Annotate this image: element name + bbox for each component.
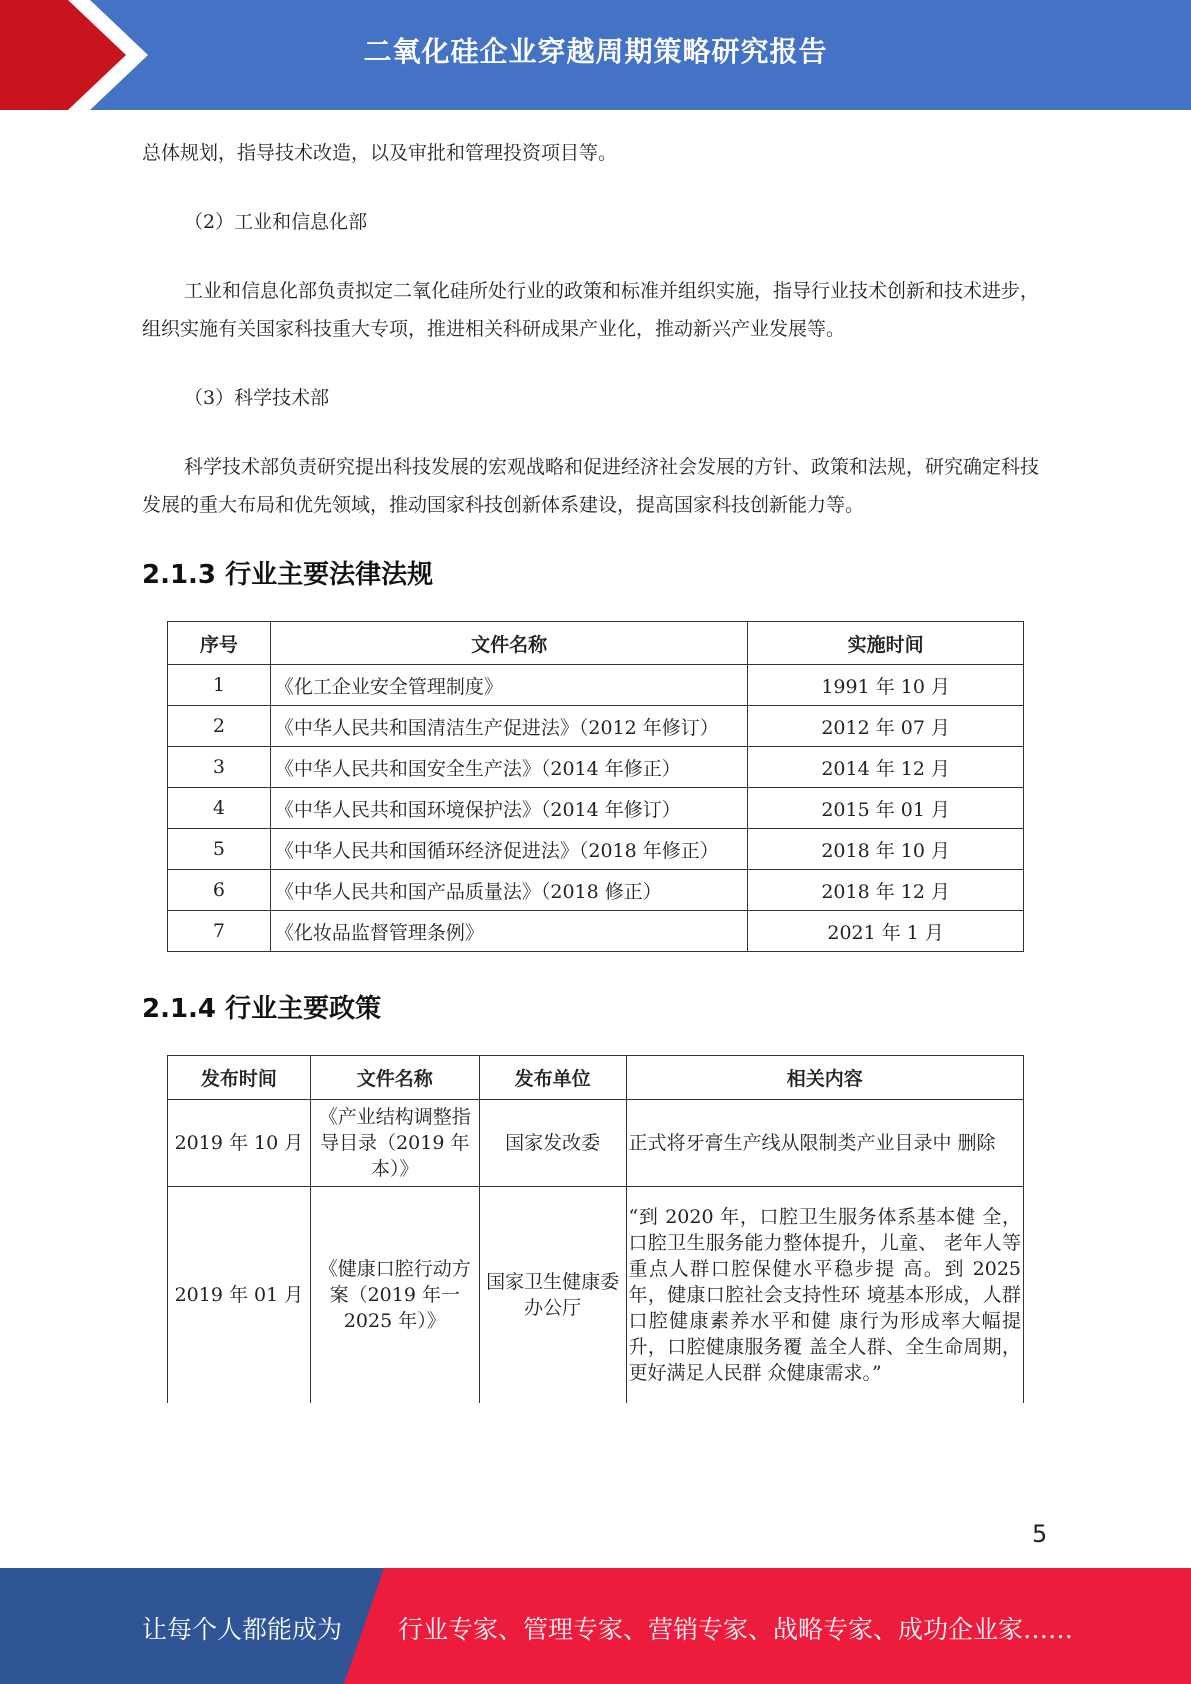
cell-doc-name: 《产业结构调整指导目录（2019 年本）》 (310, 1100, 479, 1187)
cell-index: 1 (168, 665, 271, 706)
footer-slogan-left: 让每个人都能成为 (142, 1615, 343, 1644)
cell-doc-name: 《中华人民共和国安全生产法》（2014 年修正） (270, 747, 747, 788)
col-header-doc-name: 文件名称 (310, 1056, 479, 1100)
cell-doc-name: 《中华人民共和国产品质量法》（2018 修正） (270, 870, 747, 911)
cell-date: 2021 年 1 月 (748, 911, 1024, 952)
cell-date: 2012 年 07 月 (748, 706, 1024, 747)
cell-date: 2018 年 12 月 (748, 870, 1024, 911)
col-header-index: 序号 (168, 622, 271, 665)
laws-table (167, 621, 1024, 952)
cell-issuer: 国家发改委 (479, 1100, 626, 1187)
table-header-row (168, 1056, 1024, 1100)
page-number: 5 (1032, 1520, 1048, 1548)
footer-slogan-right: 行业专家、管理专家、营销专家、战略专家、成功企业家…… (398, 1615, 1074, 1644)
paragraph-1: 总体规划，指导技术改造，以及审批和管理投资项目等。 (142, 142, 618, 164)
table-row (168, 829, 1024, 870)
cell-doc-name: 《健康口腔行动方案（2019 年一 2025 年）》 (310, 1187, 479, 1403)
table-row (168, 665, 1024, 706)
cell-content: 正式将牙膏生产线从限制类产业目录中 删除 (626, 1100, 1024, 1187)
cell-index: 3 (168, 747, 271, 788)
col-header-issuer: 发布单位 (479, 1056, 626, 1100)
cell-release-date: 2019 年 10 月 (168, 1100, 311, 1187)
table-row (168, 706, 1024, 747)
section-heading-2-1-4: 2.1.4 行业主要政策 (142, 994, 382, 1024)
policies-table (167, 1055, 1024, 1403)
col-header-effective-date: 实施时间 (748, 622, 1024, 665)
table-row (168, 911, 1024, 952)
cell-date: 2015 年 01 月 (748, 788, 1024, 829)
subheading-3: （3）科学技术部 (184, 387, 330, 409)
cell-doc-name: 《化工企业安全管理制度》 (270, 665, 747, 706)
cell-release-date: 2019 年 01 月 (168, 1187, 311, 1403)
cell-doc-name: 《中华人民共和国循环经济促进法》（2018 年修正） (270, 829, 747, 870)
cell-doc-name: 《中华人民共和国环境保护法》（2014 年修订） (270, 788, 747, 829)
cell-date: 1991 年 10 月 (748, 665, 1024, 706)
cell-doc-name: 《化妆品监督管理条例》 (270, 911, 747, 952)
table-header-row (168, 622, 1024, 665)
table-row (168, 788, 1024, 829)
cell-date: 2018 年 10 月 (748, 829, 1024, 870)
subheading-2: （2）工业和信息化部 (184, 211, 368, 233)
cell-issuer: 国家卫生健康委办公厅 (479, 1187, 626, 1403)
table-row (168, 747, 1024, 788)
cell-index: 2 (168, 706, 271, 747)
section-heading-2-1-3: 2.1.3 行业主要法律法规 (142, 560, 434, 590)
cell-index: 6 (168, 870, 271, 911)
cell-index: 4 (168, 788, 271, 829)
cell-doc-name: 《中华人民共和国清洁生产促进法》（2012 年修订） (270, 706, 747, 747)
page-footer (0, 1568, 1191, 1684)
table-row (168, 870, 1024, 911)
paragraph-3: 科学技术部负责研究提出科技发展的宏观战略和促进经济社会发展的方针、政策和法规，研究确定科技发展的重大布局和优先领域，推动国家科技创新体系建设，提高国家科技创新能力等。 (142, 456, 1040, 516)
report-title: 二氧化硅企业穿越周期策略研究报告 (363, 35, 828, 68)
table-row (168, 1187, 1024, 1403)
col-header-release-date: 发布时间 (168, 1056, 311, 1100)
cell-content: “到 2020 年，口腔卫生服务体系基本健 全，口腔卫生服务能力整体提升，儿童、 老年人等重点人群口腔保健水平稳步提 高。到 2025 年，健康口腔社会支持性环 境基本形成，人群口腔健康素养水平和健 康行为形成率大幅提升，口腔健康服务覆 盖全人群、全生命周期，更好满足人民群 众健康需求。” (626, 1187, 1024, 1403)
col-header-content: 相关内容 (626, 1056, 1024, 1100)
col-header-doc-name: 文件名称 (270, 622, 747, 665)
page-header (0, 0, 1191, 110)
cell-date: 2014 年 12 月 (748, 747, 1024, 788)
cell-index: 7 (168, 911, 271, 952)
table-row (168, 1100, 1024, 1187)
paragraph-2: 工业和信息化部负责拟定二氧化硅所处行业的政策和标准并组织实施，指导行业技术创新和技术进步，组织实施有关国家科技重大专项，推进相关科研成果产业化，推动新兴产业发展等。 (142, 280, 1040, 340)
cell-index: 5 (168, 829, 271, 870)
